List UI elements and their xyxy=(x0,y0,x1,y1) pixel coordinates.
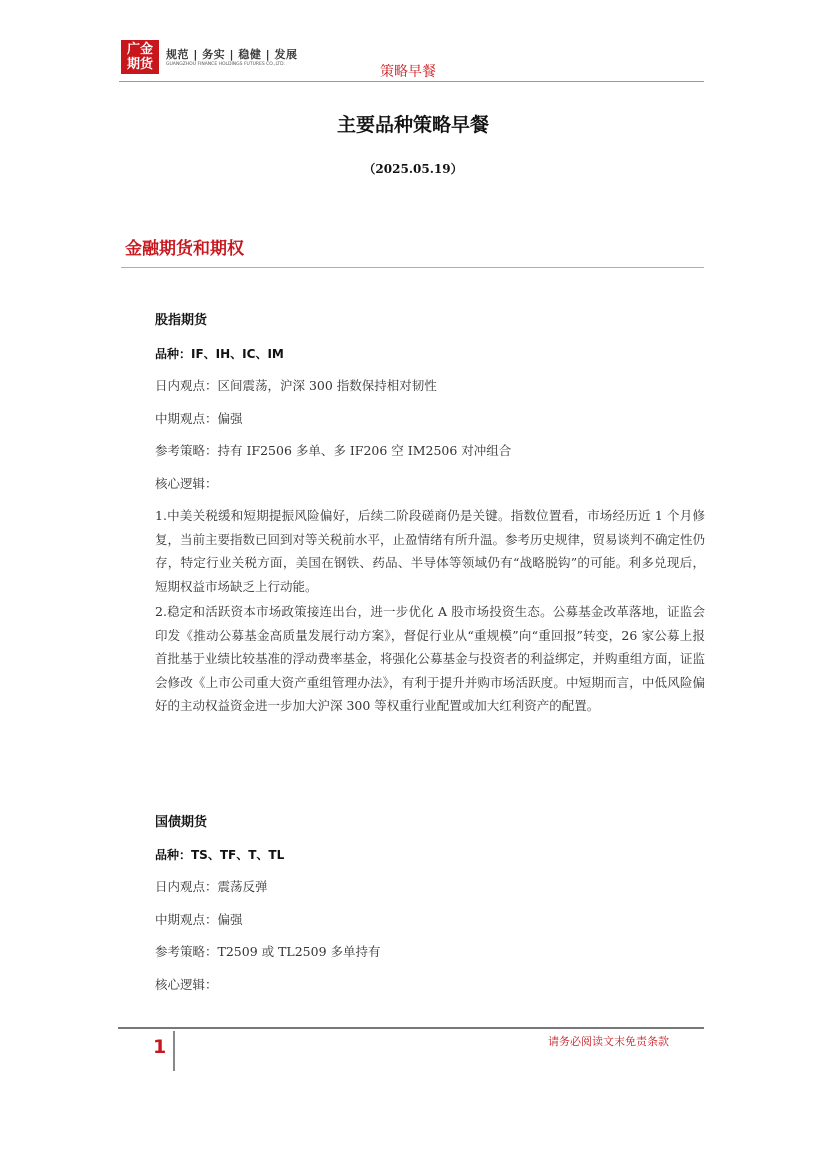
stock-index-midterm-view: 中期观点：偏强 xyxy=(155,411,243,426)
stock-index-intraday-view: 日内观点：区间震荡，沪深 300 指数保持相对韧性 xyxy=(155,378,437,393)
stock-index-variety: 品种：IF、IH、IC、IM xyxy=(155,347,284,361)
stock-index-strategy: 参考策略：持有 IF2506 多单、多 IF206 空 IM2506 对冲组合 xyxy=(155,443,512,458)
footer-divider xyxy=(118,1027,704,1029)
company-english-name: GUANGZHOU FINANCE HOLDINGS FUTURES CO.,LTD. xyxy=(166,62,286,67)
stock-index-logic-label: 核心逻辑： xyxy=(155,476,218,491)
stock-index-heading: 股指期货 xyxy=(155,313,208,328)
document-title: 主要品种策略早餐 xyxy=(336,114,489,136)
disclaimer-note: 请务必阅读文末免责条款 xyxy=(548,1035,669,1048)
treasury-logic-label: 核心逻辑： xyxy=(155,977,218,992)
treasury-strategy: 参考策略：T2509 或 TL2509 多单持有 xyxy=(155,944,381,959)
company-slogan: 规范 | 务实 | 稳健 | 发展 xyxy=(166,48,298,61)
treasury-intraday-view: 日内观点：震荡反弹 xyxy=(155,879,268,894)
company-logo xyxy=(121,40,159,74)
stock-index-logic-point-2: 2.稳定和活跃资本市场政策接连出台，进一步优化 A 股市场投资生态。公募基金改革落地，证监会印发《推动公募基金高质量发展行动方案》，督促行业从“重规模”向“重回报”转变，26 家公募上报首批基于业绩比较基准的浮动费率基金，将强化公募基金与投资者的利益绑定，并购重组方面，证监会修改《上市公司重大资产重组管理办法》，有利于提升并购市场活跃度。中短期而言，中低风险偏好的主动权益资金进一步加大沪深 300 等权重行业配置或加大红利资产的配置。 xyxy=(155,604,706,713)
section-divider xyxy=(121,267,704,268)
logo-text-line1: 广金 xyxy=(126,42,153,57)
treasury-heading: 国债期货 xyxy=(155,815,208,830)
page-number: 1 xyxy=(153,1036,167,1058)
header-label: 策略早餐 xyxy=(380,64,436,80)
stock-index-logic-point-1: 1.中美关税缓和短期提振风险偏好，后续二阶段磋商仍是关键。指数位置看，市场经历近 1 个月修复，当前主要指数已回到对等关税前水平，止盈情绪有所升温。参考历史规律，贸易谈判不确定性仍存，特定行业关税方面，美国在钢铁、药品、半导体等领域仍有“战略脱钩”的可能。利多兑现后，短期权益市场缺乏上行动能。 xyxy=(155,508,706,594)
footer-separator xyxy=(173,1031,175,1071)
logo-text-line2: 期货 xyxy=(126,57,153,72)
section-heading: 金融期货和期权 xyxy=(125,239,244,259)
header-divider xyxy=(119,81,704,82)
treasury-variety: 品种：TS、TF、T、TL xyxy=(155,848,285,862)
document-date: （2025.05.19） xyxy=(363,162,463,176)
treasury-midterm-view: 中期观点：偏强 xyxy=(155,912,243,927)
